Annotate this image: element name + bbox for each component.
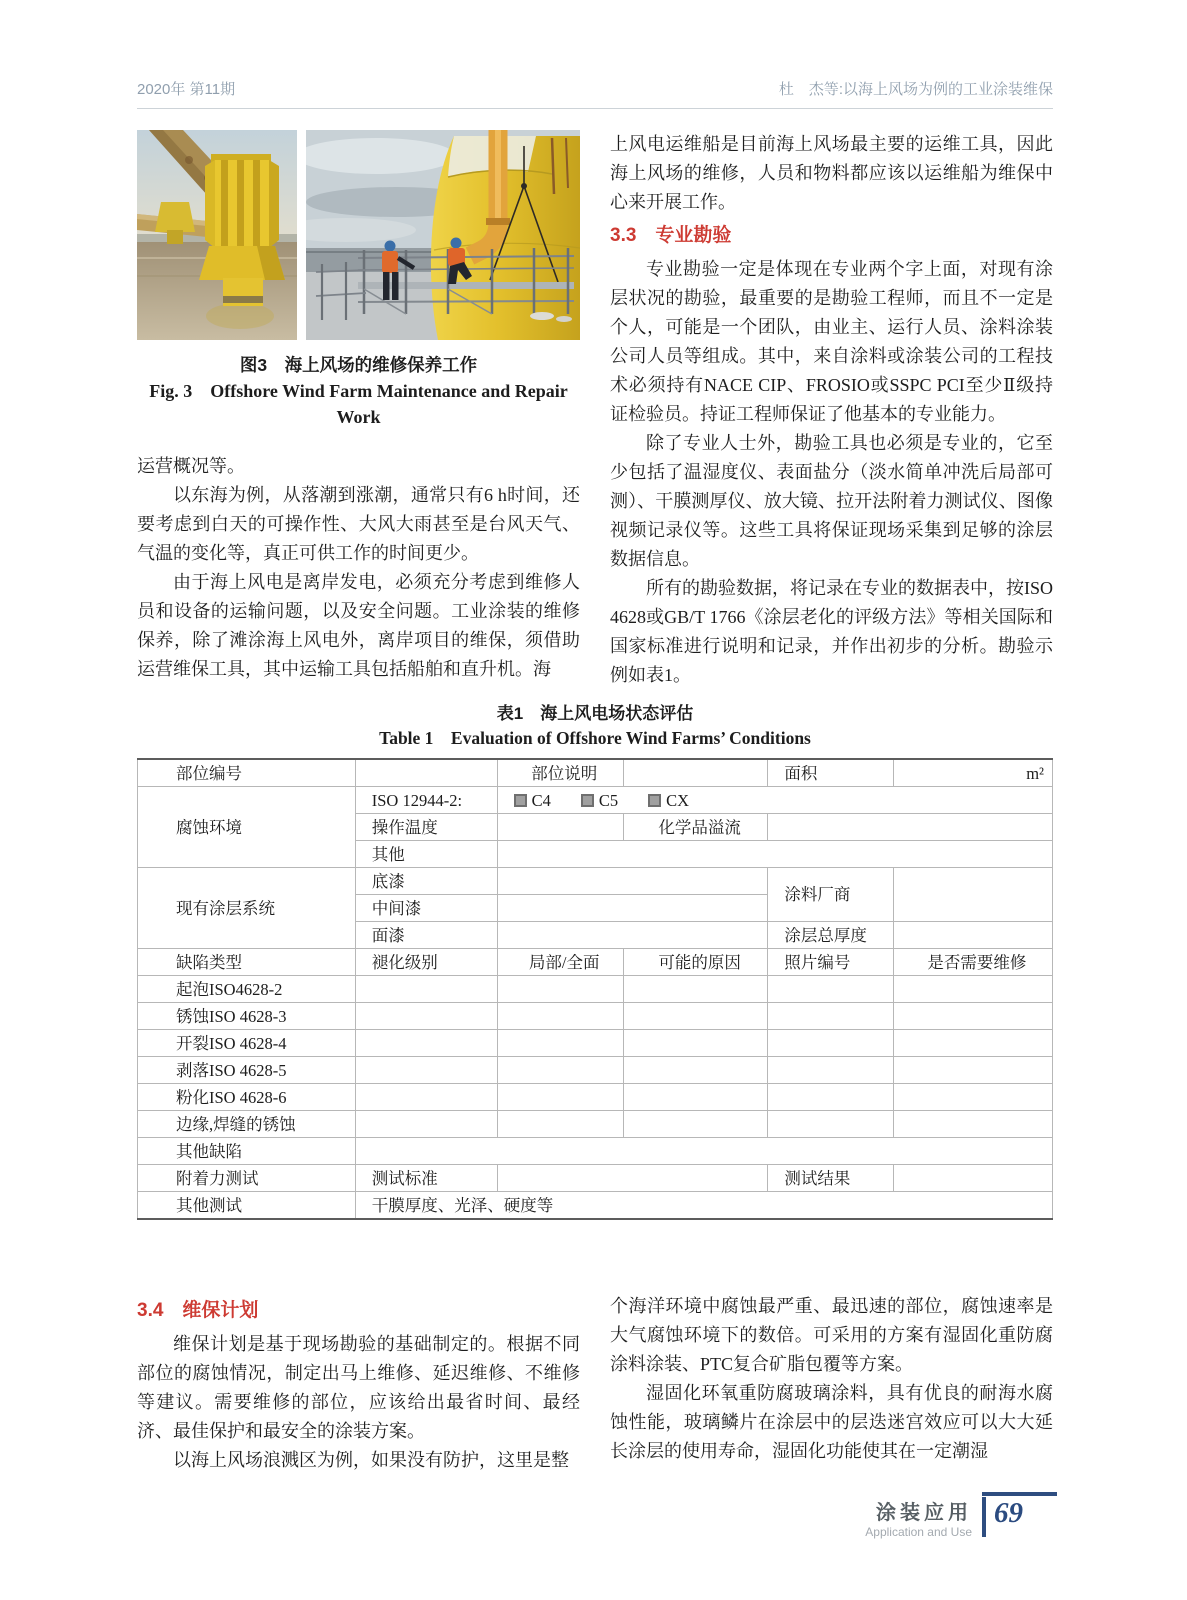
checkbox-icon [514, 794, 527, 807]
table-cell [355, 1084, 497, 1111]
table-cell: 涂料厂商 [768, 868, 893, 922]
table-cell: ISO 12944-2: [355, 787, 497, 814]
page-number-bracket [982, 1492, 1057, 1537]
table-cell: 缺陷类型 [138, 949, 356, 976]
table-cell [497, 922, 768, 949]
table-cell: 涂层总厚度 [768, 922, 893, 949]
footer-journal-en: Application and Use [865, 1525, 972, 1539]
table-cell [355, 1111, 497, 1138]
paragraph: 所有的勘验数据，将记录在专业的数据表中，按ISO 4628或GB/T 1766《涂层老化的评级方法》等相关国际和国家标准进行说明和记录，并作出初步的分析。勘验示例如表1。 [610, 578, 1054, 685]
left-column [137, 130, 580, 690]
table-cell: 其他测试 [138, 1192, 356, 1220]
page-header [137, 78, 1053, 109]
paragraph: 除了专业人士外，勘验工具也必须是专业的，它至少包括了温湿度仪、表面盐分（淡水简单冲洗后局部可测）、干膜测厚仪、放大镜、拉开法附着力测试仪、图像视频记录仪等。这些工具将保证现场采集到足够的涂层数据信息。 [610, 433, 1053, 569]
table-cell: 干膜厚度、光泽、硬度等 [355, 1192, 1052, 1220]
right-column-bottom [610, 1292, 1053, 1475]
table-cell: 中间漆 [355, 895, 497, 922]
table-cell: 其他缺陷 [138, 1138, 356, 1165]
table-cell [355, 759, 497, 787]
table-cell [768, 976, 893, 1003]
figure3 [137, 130, 580, 340]
table-cell [623, 1057, 768, 1084]
table-cell [768, 1111, 893, 1138]
table-cell: 是否需要维修 [893, 949, 1052, 976]
table-cell [768, 1003, 893, 1030]
table-cell [768, 814, 1053, 841]
table-cell: 开裂ISO 4628-4 [138, 1030, 356, 1057]
table-cell [497, 1165, 768, 1192]
table-cell [497, 976, 623, 1003]
top-columns [137, 130, 1053, 690]
table-cell [768, 1057, 893, 1084]
table-cell [497, 1084, 623, 1111]
evaluation-table [137, 758, 1053, 1220]
table-cell [768, 1084, 893, 1111]
paragraph: 上风电运维船是目前海上风场最主要的运维工具，因此海上风场的维修，人员和物料都应该以运维船为维保中心来开展工作。 [610, 134, 1053, 212]
table-cell [623, 1084, 768, 1111]
right-column [610, 130, 1053, 690]
table-cell [893, 976, 1052, 1003]
table-cell [355, 1057, 497, 1084]
table-cell: 化学品溢流 [623, 814, 768, 841]
table-cell [497, 841, 1052, 868]
left-column-bottom [137, 1292, 580, 1475]
table-cell [497, 1111, 623, 1138]
paragraph: 维保计划是基于现场勘验的基础制定的。根据不同部位的腐蚀情况，制定出马上维修、延迟维修、不维修等建议。需要维修的部位，应该给出最省时间、最经济、最佳保护和最安全的涂装方案。 [137, 1334, 580, 1441]
table-cell: 测试标准 [355, 1165, 497, 1192]
table-row [138, 759, 1053, 787]
table-cell [497, 1057, 623, 1084]
table-cell: 照片编号 [768, 949, 893, 976]
checkbox-icon [648, 794, 661, 807]
figure3-photo-right [306, 130, 580, 340]
table-cell: 起泡ISO4628-2 [138, 976, 356, 1003]
table-cell: 测试结果 [768, 1165, 893, 1192]
table-cell: 剥落ISO 4628-5 [138, 1057, 356, 1084]
table-cell [893, 1084, 1052, 1111]
table-row [138, 868, 1053, 895]
table-row [138, 949, 1053, 976]
table-cell: m² [893, 759, 1052, 787]
table-cell [893, 922, 1052, 949]
checkbox-option: C5 [581, 791, 618, 810]
table-cell [893, 1111, 1052, 1138]
bottom-columns [137, 1292, 1053, 1475]
header-issue: 2020年 第11期 [137, 81, 236, 98]
table-cell [623, 759, 768, 787]
table-cell: 部位说明 [497, 759, 623, 787]
header-running-title: 杜 杰等:以海上风场为例的工业涂装维保 [778, 81, 1053, 98]
paragraph: 以海上风场浪溅区为例，如果没有防护，这里是整 [173, 1450, 569, 1470]
table-cell [893, 1003, 1052, 1030]
table-row [138, 1057, 1053, 1084]
paragraph: 个海洋环境中腐蚀最严重、最迅速的部位，腐蚀速率是大气腐蚀环境下的数倍。可采用的方案有湿固化重防腐涂料涂装、PTC复合矿脂包覆等方案。 [610, 1296, 1053, 1374]
table-row [138, 1138, 1053, 1165]
table-cell [893, 1165, 1052, 1192]
table-cell: 其他 [355, 841, 497, 868]
table-cell [623, 976, 768, 1003]
table-cell [623, 1030, 768, 1057]
table-cell [893, 868, 1052, 922]
table-cell [497, 1003, 623, 1030]
table-cell [355, 1003, 497, 1030]
table-row [138, 787, 1053, 814]
checkbox-icon [581, 794, 594, 807]
paragraph: 由于海上风电是离岸发电，必须充分考虑到维修人员和设备的运输问题，以及安全问题。工业涂装的维修保养，除了滩涂海上风电外，离岸项目的维保，须借助运营维保工具，其中运输工具包括船舶和直升机。海 [137, 572, 580, 679]
paragraph: 以东海为例，从落潮到涨潮，通常只有6 h时间，还要考虑到白天的可操作性、大风大雨甚至是台风天气、气温的变化等，真正可供工作的时间更少。 [137, 485, 580, 563]
section-heading-3-4: 3.4 维保计划 [137, 1300, 259, 1321]
checkbox-option: CX [648, 791, 689, 810]
table-cell: 附着力测试 [138, 1165, 356, 1192]
figure3-caption-zh: 图3 海上风场的维修保养工作 [239, 355, 478, 375]
table-row [138, 1084, 1053, 1111]
table-cell [497, 868, 768, 895]
table-cell: 局部/全面 [497, 949, 623, 976]
table1-block [137, 702, 1053, 1220]
table-cell [497, 895, 768, 922]
table-cell [497, 787, 1052, 814]
page-footer [865, 1492, 1057, 1540]
table-row [138, 976, 1053, 1003]
table-row [138, 1111, 1053, 1138]
table-cell: 现有涂层系统 [138, 868, 356, 949]
figure3-caption [137, 352, 580, 430]
table-cell [355, 1138, 1052, 1165]
paragraph: 运营概况等。 [137, 456, 245, 476]
table1-title-zh: 表1 海上风电场状态评估 [496, 704, 694, 723]
table-cell: 底漆 [355, 868, 497, 895]
table-cell: 操作温度 [355, 814, 497, 841]
paragraph: 专业勘验一定是体现在专业两个字上面，对现有涂层状况的勘验，最重要的是勘验工程师，而且不一定是个人，可能是一个团队，由业主、运行人员、涂料涂装公司人员等组成。其中，来自涂料或涂装公司的工程技术必须持有NACE CIP、FROSIO或SSPC PCI至少Ⅱ级持证检验员。持证工程师保证了他基本的专业能力。 [610, 259, 1053, 424]
table-cell: 可能的原因 [623, 949, 768, 976]
table-row [138, 1165, 1053, 1192]
table-cell [623, 1003, 768, 1030]
figure3-caption-en-line1: Fig. 3 Offshore Wind Farm Maintenance and Repair [149, 381, 568, 401]
table-cell [623, 1111, 768, 1138]
figure3-photo-left [137, 130, 297, 340]
table-cell [893, 1030, 1052, 1057]
table-cell [355, 1030, 497, 1057]
table-cell [497, 1030, 623, 1057]
footer-journal-zh: 涂装应用 [876, 1502, 972, 1524]
table-row [138, 1030, 1053, 1057]
table-cell: 面积 [768, 759, 893, 787]
table-cell [768, 1030, 893, 1057]
table-cell: 面漆 [355, 922, 497, 949]
table-row [138, 1192, 1053, 1220]
table-cell: 粉化ISO 4628-6 [138, 1084, 356, 1111]
table-cell: 褪化级别 [355, 949, 497, 976]
table1-title-en: Table 1 Evaluation of Offshore Wind Farms’ Conditions [379, 728, 811, 748]
table-cell: 边缘,焊缝的锈蚀 [138, 1111, 356, 1138]
table-cell [893, 1057, 1052, 1084]
table-cell: 部位编号 [138, 759, 356, 787]
paragraph: 湿固化环氧重防腐玻璃涂料，具有优良的耐海水腐蚀性能，玻璃鳞片在涂层中的层迭迷宫效应可以大大延长涂层的使用寿命，湿固化功能使其在一定潮湿 [610, 1383, 1053, 1461]
table-cell: 锈蚀ISO 4628-3 [138, 1003, 356, 1030]
table-cell [355, 976, 497, 1003]
table-cell [497, 814, 623, 841]
section-heading-3-3: 3.3 专业勘验 [610, 225, 732, 246]
table-cell: 腐蚀环境 [138, 787, 356, 868]
table-row [138, 1003, 1053, 1030]
checkbox-option: C4 [514, 791, 551, 810]
page-number: 69 [982, 1497, 1057, 1537]
figure3-caption-en-line2: Work [336, 407, 381, 427]
